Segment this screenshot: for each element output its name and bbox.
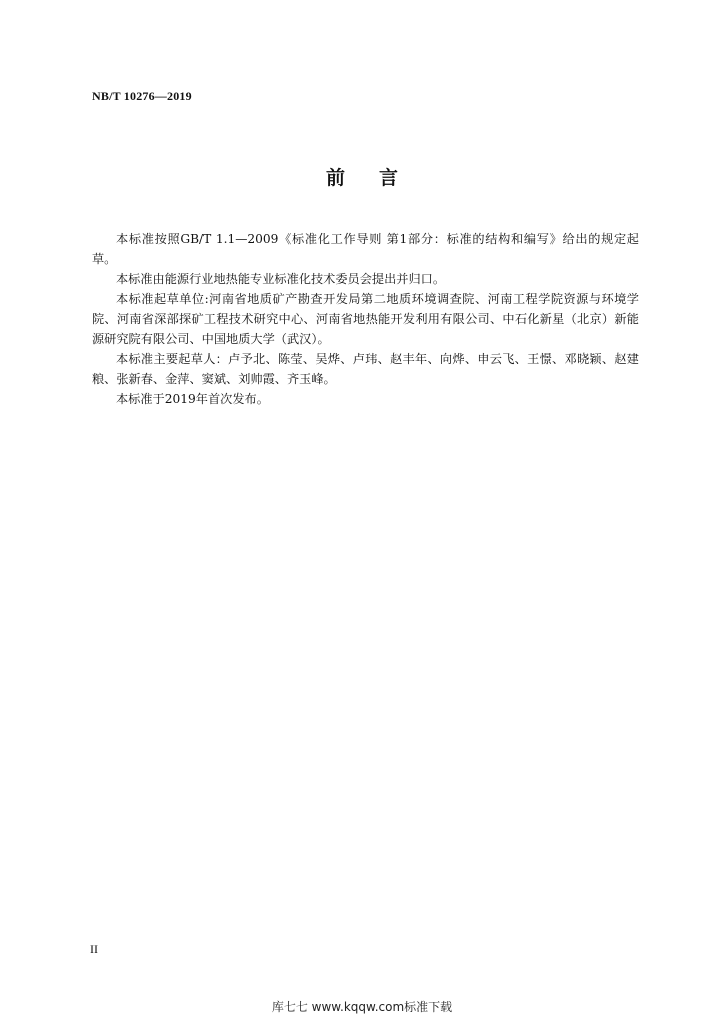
foreword-body (92, 229, 639, 409)
paragraph-first-release: 本标准于2019年首次发布。 (116, 392, 269, 406)
page-title: 前言 (325, 167, 432, 189)
paragraph-proposer: 本标准由能源行业地热能专业标准化技术委员会提出并归口。 (116, 272, 446, 286)
page-number: II (90, 942, 98, 956)
paragraph-drafting-units: 本标准起草单位:河南省地质矿产勘查开发局第二地质环境调查院、河南工程学院资源与环境学院、河南省深部探矿工程技术研究中心、河南省地热能开发利用有限公司、中石化新星（北京）新能源研究院有限公司、中国地质大学（武汉）。 (92, 292, 639, 346)
paragraph-drafting-rules: 本标准按照GB/T 1.1—2009《标准化工作导则 第1部分：标准的结构和编写》给出的规定起草。 (92, 232, 639, 266)
paragraph-drafters: 本标准主要起草人：卢予北、陈莹、吴烨、卢玮、赵丰年、向烨、申云飞、王憬、邓晓颖、赵建粮、张新春、金萍、窦斌、刘帅霞、齐玉峰。 (92, 352, 639, 386)
watermark-text: 库七七 www.kqqw.com标准下载 (271, 1000, 453, 1014)
standard-code: NB/T 10276—2019 (92, 89, 192, 103)
